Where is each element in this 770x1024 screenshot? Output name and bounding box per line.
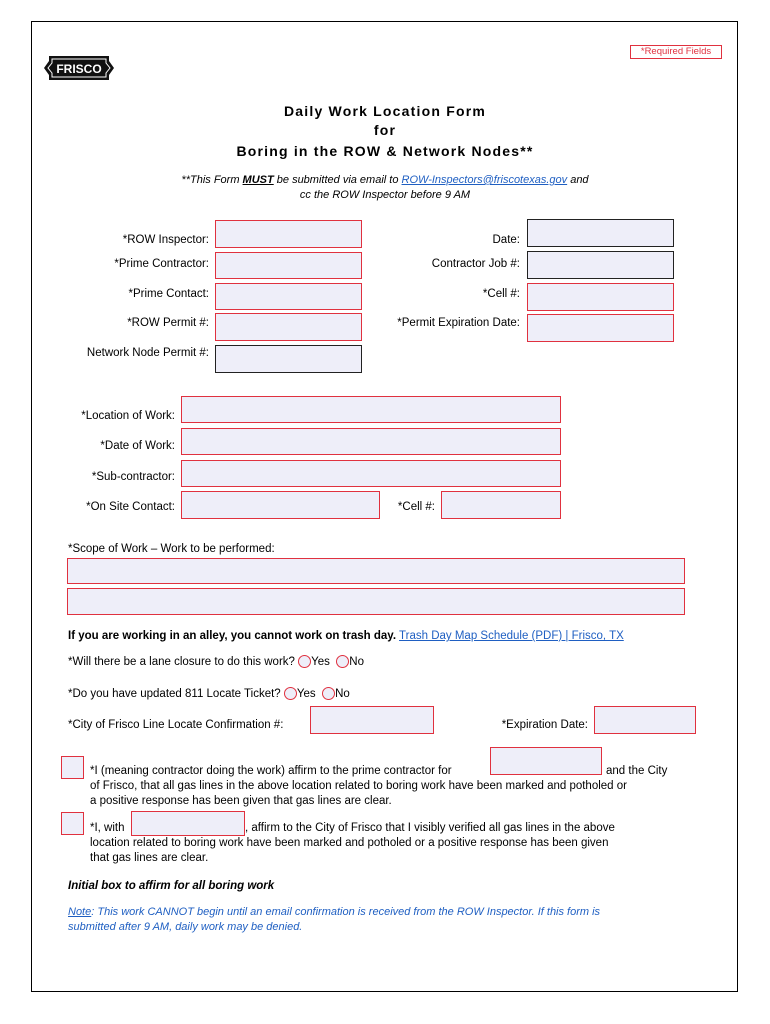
form-subtitle: Boring in the ROW & Network Nodes** [236, 143, 534, 159]
locate-ticket-question: *Do you have updated 811 Locate Ticket? Yes No [68, 688, 350, 700]
submission-note: **This Form MUST be submitted via email to ROW-Inspectors@friscotexas.gov and [181, 174, 589, 186]
svg-text:FRISCO: FRISCO [56, 62, 102, 76]
form-title: Daily Work Location Form [283, 103, 486, 119]
prime-contact-label: *Prime Contact: [128, 288, 209, 300]
prime-contractor-label: *Prime Contractor: [114, 258, 209, 270]
sub-contractor-field[interactable] [181, 460, 561, 487]
required-fields-note: *Required Fields [630, 45, 722, 59]
network-node-permit-field[interactable] [215, 345, 362, 373]
expiration-date-label: *Expiration Date: [501, 719, 588, 731]
row-permit-field[interactable] [215, 313, 362, 341]
date-of-work-label: *Date of Work: [100, 440, 175, 452]
line-locate-field[interactable] [310, 706, 434, 734]
row-inspector-label: *ROW Inspector: [122, 234, 209, 246]
row-permit-label: *ROW Permit #: [127, 317, 209, 329]
affirm2-line1-end: , affirm to the City of Frisco that I visibly verified all gas lines in the above [245, 822, 615, 834]
contractor-job-field[interactable] [527, 251, 674, 279]
permit-expiration-label: *Permit Expiration Date: [397, 317, 520, 329]
on-site-contact-label: *On Site Contact: [86, 501, 175, 513]
permit-expiration-field[interactable] [527, 314, 674, 342]
on-site-contact-field[interactable] [181, 491, 380, 519]
location-of-work-label: *Location of Work: [81, 410, 175, 422]
date-of-work-field[interactable] [181, 428, 561, 455]
form-title-for: for [373, 122, 397, 138]
affirm2-company-field[interactable] [131, 811, 245, 836]
lane-closure-no-radio[interactable] [336, 655, 349, 668]
network-node-permit-label: Network Node Permit #: [86, 347, 209, 359]
sub-contractor-label: *Sub-contractor: [91, 471, 175, 483]
lane-closure-question: *Will there be a lane closure to do this work? Yes No [68, 656, 364, 668]
affirm1-initial-box[interactable] [61, 756, 84, 779]
affirm1-line2: of Frisco, that all gas lines in the above location related to boring work have been marked and potholed or [90, 780, 627, 792]
affirm2-line1: *I, with [90, 822, 125, 834]
scope-of-work-field-2[interactable] [67, 588, 685, 615]
expiration-date-field[interactable] [594, 706, 696, 734]
frisco-logo [43, 53, 115, 88]
trash-day-map-link[interactable]: Trash Day Map Schedule (PDF) | Frisco, TX [399, 630, 624, 642]
affirm1-line1: *I (meaning contractor doing the work) affirm to the prime contractor for [90, 765, 452, 777]
prime-contractor-field[interactable] [215, 252, 362, 279]
affirm2-initial-box[interactable] [61, 812, 84, 835]
lane-closure-yes-radio[interactable] [298, 655, 311, 668]
locate-ticket-yes-radio[interactable] [284, 687, 297, 700]
alley-warning: If you are working in an alley, you cannot work on trash day. Trash Day Map Schedule (PDF) | Frisco, TX [68, 630, 624, 642]
location-of-work-field[interactable] [181, 396, 561, 423]
on-site-cell-label: *Cell #: [397, 501, 435, 513]
line-locate-label: *City of Frisco Line Locate Confirmation #: [68, 719, 284, 731]
affirm2-line2: location related to boring work have been marked and potholed or a positive response has been given [90, 837, 609, 849]
initial-box-note: Initial box to affirm for all boring work [68, 880, 275, 892]
affirm1-prime-contractor-field[interactable] [490, 747, 602, 775]
footer-note: Note: This work CANNOT begin until an email confirmation is received from the ROW Inspector. If this form is submitted after 9 AM, daily work may be denied. [68, 906, 601, 933]
cell-field[interactable] [527, 283, 674, 311]
date-label: Date: [492, 234, 520, 246]
prime-contact-field[interactable] [215, 283, 362, 310]
cell-label: *Cell #: [482, 288, 520, 300]
affirm2-line3: that gas lines are clear. [90, 852, 209, 864]
submission-note-line2: cc the ROW Inspector before 9 AM [299, 189, 471, 201]
contractor-job-label: Contractor Job #: [431, 258, 520, 270]
scope-of-work-field-1[interactable] [67, 558, 685, 584]
date-field[interactable] [527, 219, 674, 247]
scope-of-work-label: *Scope of Work – Work to be performed: [68, 543, 275, 555]
row-inspector-field[interactable] [215, 220, 362, 248]
row-inspectors-email-link[interactable]: ROW-Inspectors@friscotexas.gov [401, 174, 568, 186]
on-site-cell-field[interactable] [441, 491, 561, 519]
affirm1-line3: a positive response has been given that gas lines are clear. [90, 795, 392, 807]
locate-ticket-no-radio[interactable] [322, 687, 335, 700]
affirm1-line1-end: and the City [606, 765, 668, 777]
